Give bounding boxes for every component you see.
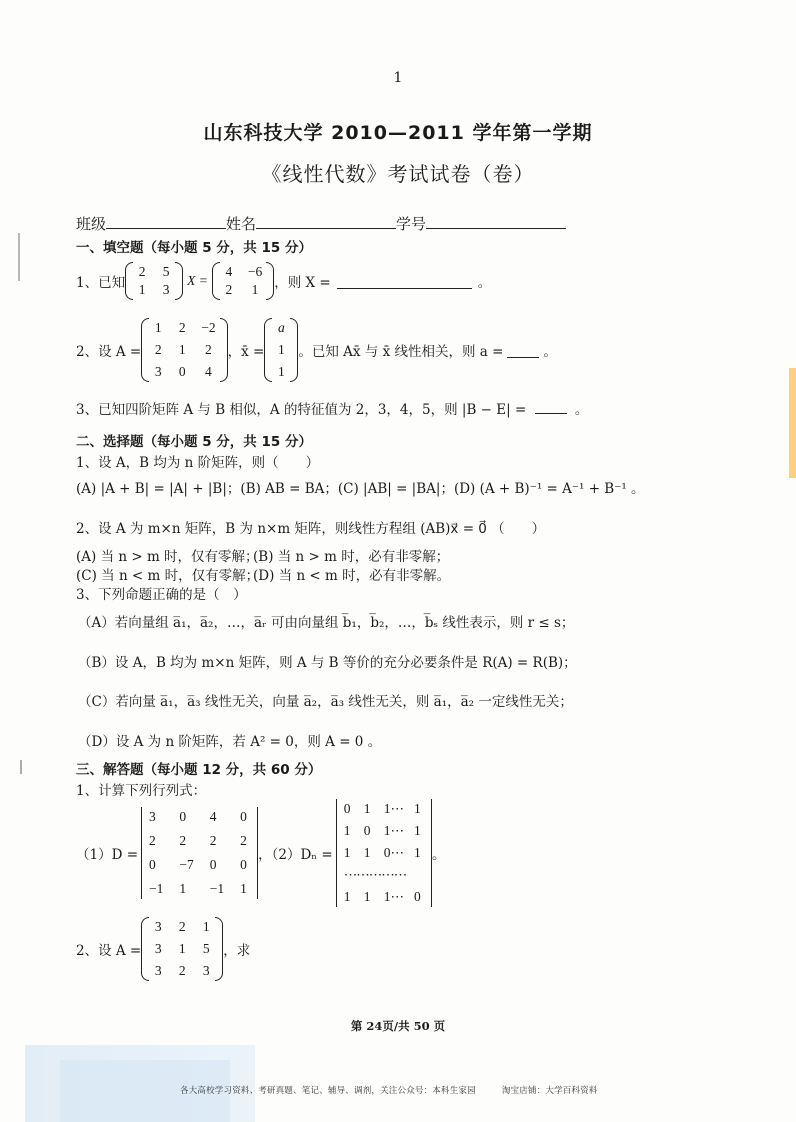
exam-title: 山东科技大学 2010—2011 学年第一学期 <box>203 122 593 144</box>
option-c: （C）若向量 a̅₁，a̅₃ 线性无关，向量 a̅₂，a̅₃ 线性无关，则 a̅₁，a̅₂ 一定线性无关； <box>78 694 573 710</box>
answer-blank[interactable] <box>535 401 567 414</box>
question-2-3-stem: 3、下列命题正确的是（ ） <box>76 587 247 603</box>
exam-subtitle: 《线性代数》考试试卷（卷） <box>261 162 535 186</box>
equation-text: X = <box>187 273 208 288</box>
question-2-1-stem: 1、设 A，B 均为 n 阶矩阵，则（ ） <box>76 455 320 471</box>
punctuation: 。 <box>432 847 446 863</box>
name-field[interactable] <box>256 228 396 229</box>
option-a: (A) 当 n > m 时，仅有零解； <box>76 549 259 565</box>
question-text: （1）D = <box>76 847 139 863</box>
vector-x: a 1 1 <box>264 318 298 382</box>
question-1-1 <box>76 262 491 300</box>
question-1-2 <box>76 318 557 382</box>
question-text: 1、已知 <box>76 275 126 291</box>
question-2-2-stem: 2、设 A 为 m×n 矩阵，B 为 n×m 矩阵，则线性方程组 (AB)x⃗ = 0⃗ （ ） <box>76 521 546 537</box>
punctuation: 。 <box>574 402 589 418</box>
question-3-1-stem: 1、计算下列行列式： <box>76 783 207 799</box>
question-text: ，求 <box>223 943 251 959</box>
matrix-A: 1 2 −2 2 1 2 3 0 4 <box>141 318 227 382</box>
question-text: 2、设 A = <box>76 344 142 360</box>
page-counter: 第 24页/共 50 页 <box>350 1019 446 1033</box>
scan-edge-mark <box>18 233 20 281</box>
question-text: 。已知 Ax̄ 与 x̄ 线性相关，则 a = <box>298 344 504 360</box>
option-a: （A）若向量组 a̅₁，a̅₂，…，a̅ᵣ 可由向量组 b̅₁，b̅₂，…，b̅ₛ 线性表示，则 r ≤ s； <box>78 615 575 631</box>
student-info-row <box>76 213 566 234</box>
punctuation: 。 <box>477 275 492 291</box>
question-3-2 <box>76 917 250 981</box>
question-1-3 <box>76 398 588 418</box>
question-text: ，x̄ = <box>227 344 265 360</box>
class-label: 班级 <box>76 215 107 233</box>
determinant-D: 3 0 4 0 2 2 2 2 0 −7 0 0 −1 1 −1 1 <box>141 807 258 899</box>
question-text: ，则 X = <box>274 275 331 291</box>
footer-note: 各大高校学习资料、考研真题、笔记、辅导、调剂，关注公众号：本科生家园 淘宝店铺：大学百科资料 <box>180 1086 598 1096</box>
option-b: （B）设 A，B 均为 m×n 矩阵，则 A 与 B 等价的充分必要条件是 R(A) = R(B)； <box>78 655 577 671</box>
question-2-1-options: (A) |A + B| = |A| + |B|；(B) AB = BA；(C) |AB| = |BA|；(D) (A + B)⁻¹ = A⁻¹ + B⁻¹ 。 <box>76 481 645 497</box>
id-label: 学号 <box>396 215 427 233</box>
option-d: (D) 当 n < m 时，必有非零解。 <box>253 568 451 584</box>
question-text: 2、设 A = <box>76 943 142 959</box>
class-field[interactable] <box>106 228 226 229</box>
section-heading: 二、选择题（每小题 5 分，共 15 分） <box>76 434 312 450</box>
question-3-1-determinants <box>76 797 446 909</box>
question-text: ，（2）Dₙ = <box>258 847 333 863</box>
option-b: (B) 当 n > m 时，必有非零解； <box>253 549 450 565</box>
section-heading: 一、填空题（每小题 5 分，共 15 分） <box>76 240 312 256</box>
name-label: 姓名 <box>226 215 257 233</box>
scan-edge-mark <box>789 368 796 478</box>
id-field[interactable] <box>426 228 566 229</box>
option-c: (C) 当 n < m 时，仅有零解； <box>76 568 260 584</box>
determinant-Dn: 0 1 1⋯ 1 1 0 1⋯ 1 1 1 0⋯ 1 ⋯⋯⋯⋯⋯ 1 1 1⋯ 0 <box>336 799 432 907</box>
answer-blank[interactable] <box>507 343 539 358</box>
answer-blank[interactable] <box>337 274 472 289</box>
matrix-left: 2 5 1 3 <box>125 262 183 300</box>
scan-edge-mark <box>20 760 22 774</box>
section-heading: 三、解答题（每小题 12 分，共 60 分） <box>76 762 322 778</box>
question-text: 3、已知四阶矩阵 A 与 B 相似，A 的特征值为 2，3，4，5，则 |B − E| = <box>76 402 527 418</box>
page-number: 1 <box>393 70 403 86</box>
option-d: （D）设 A 为 n 阶矩阵，若 A² = 0，则 A = 0 。 <box>78 734 382 750</box>
matrix-A: 3 2 1 3 1 5 3 2 3 <box>141 917 223 981</box>
punctuation: 。 <box>543 344 557 360</box>
matrix-right: 4 −6 2 1 <box>212 262 274 300</box>
